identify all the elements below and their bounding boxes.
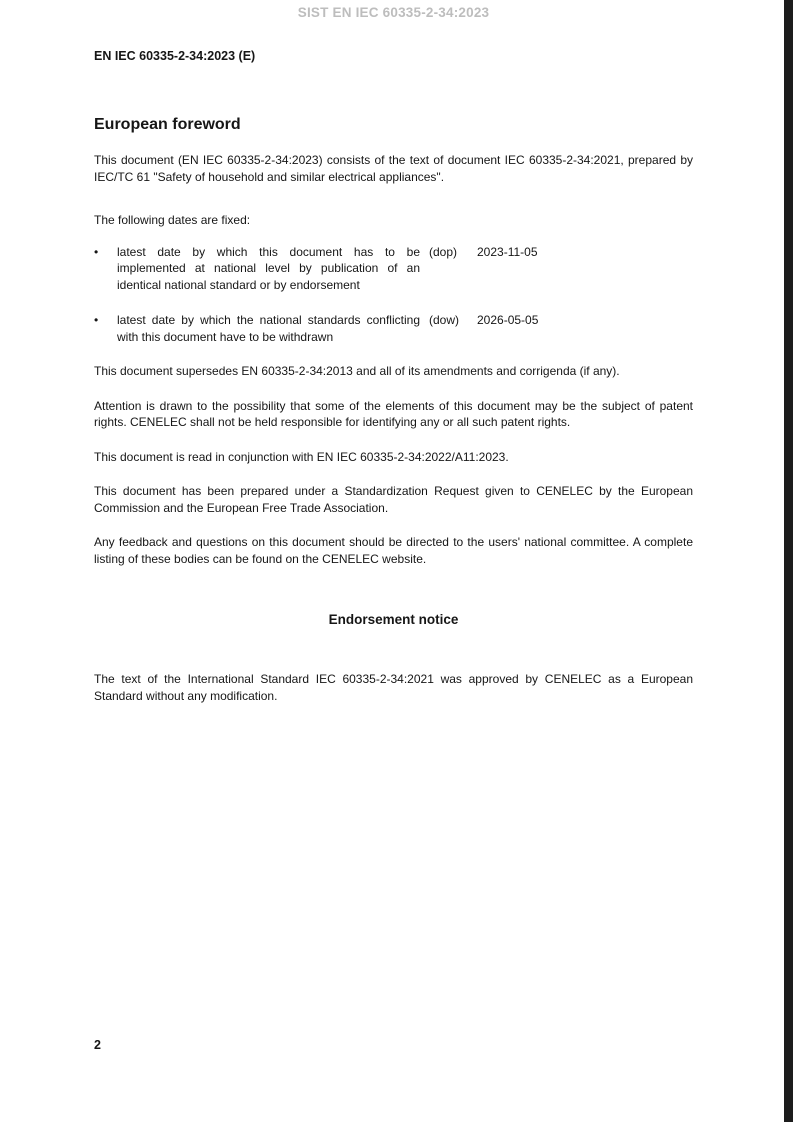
paragraph-intro: This document (EN IEC 60335-2-34:2023) consists of the text of document IEC 60335-2-34:2021, prepared by IEC/TC 61 "Safety of household and similar electrical appliances". — [94, 153, 693, 184]
date-code: (dow) — [429, 313, 460, 327]
foreword-title: European foreword — [94, 116, 241, 133]
date-code: (dop) — [429, 244, 458, 259]
fixed-dates-list — [94, 244, 693, 346]
dates-intro: The following dates are fixed: — [94, 213, 251, 227]
date-description: latest date by which this document has to be implemented at national level by publication of an identical national standard or by endorsement — [117, 244, 420, 292]
page-edge-strip — [784, 0, 793, 1122]
paragraph-feedback: Any feedback and questions on this document should be directed to the users' national committee. A complete listing of these bodies can be found on the CENELEC website. — [94, 535, 693, 566]
document-header: EN IEC 60335-2-34:2023 (E) — [94, 49, 256, 63]
paragraph-request: This document has been prepared under a Standardization Request given to CENELEC by the European Commission and the European Free Trade Association. — [94, 484, 693, 515]
endorsement-text: The text of the International Standard IEC 60335-2-34:2021 was approved by CENELEC as a European Standard without any modification. — [94, 672, 693, 703]
bullet-icon — [94, 244, 117, 261]
date-value: 2023-11-05 — [477, 244, 538, 259]
paragraph-conjunction: This document is read in conjunction with EN IEC 60335-2-34:2022/A11:2023. — [94, 449, 509, 464]
list-item — [94, 244, 693, 294]
list-item — [94, 312, 693, 345]
page-number: 2 — [94, 1038, 101, 1052]
paragraph-patent: Attention is drawn to the possibility that some of the elements of this document may be the subject of patent rights. CENELEC shall not be held responsible for identifying any or all such patent rights. — [94, 398, 693, 429]
bullet-icon — [94, 312, 117, 329]
paragraph-supersedes: This document supersedes EN 60335-2-34:2013 and all of its amendments and corrigenda (if any). — [94, 364, 620, 378]
date-value: 2026-05-05 — [477, 313, 539, 327]
watermark: SIST EN IEC 60335-2-34:2023 — [297, 5, 490, 20]
endorsement-title: Endorsement notice — [328, 612, 459, 627]
date-description: latest date by which the national standards conflicting with this document have to be withdrawn — [117, 313, 420, 344]
